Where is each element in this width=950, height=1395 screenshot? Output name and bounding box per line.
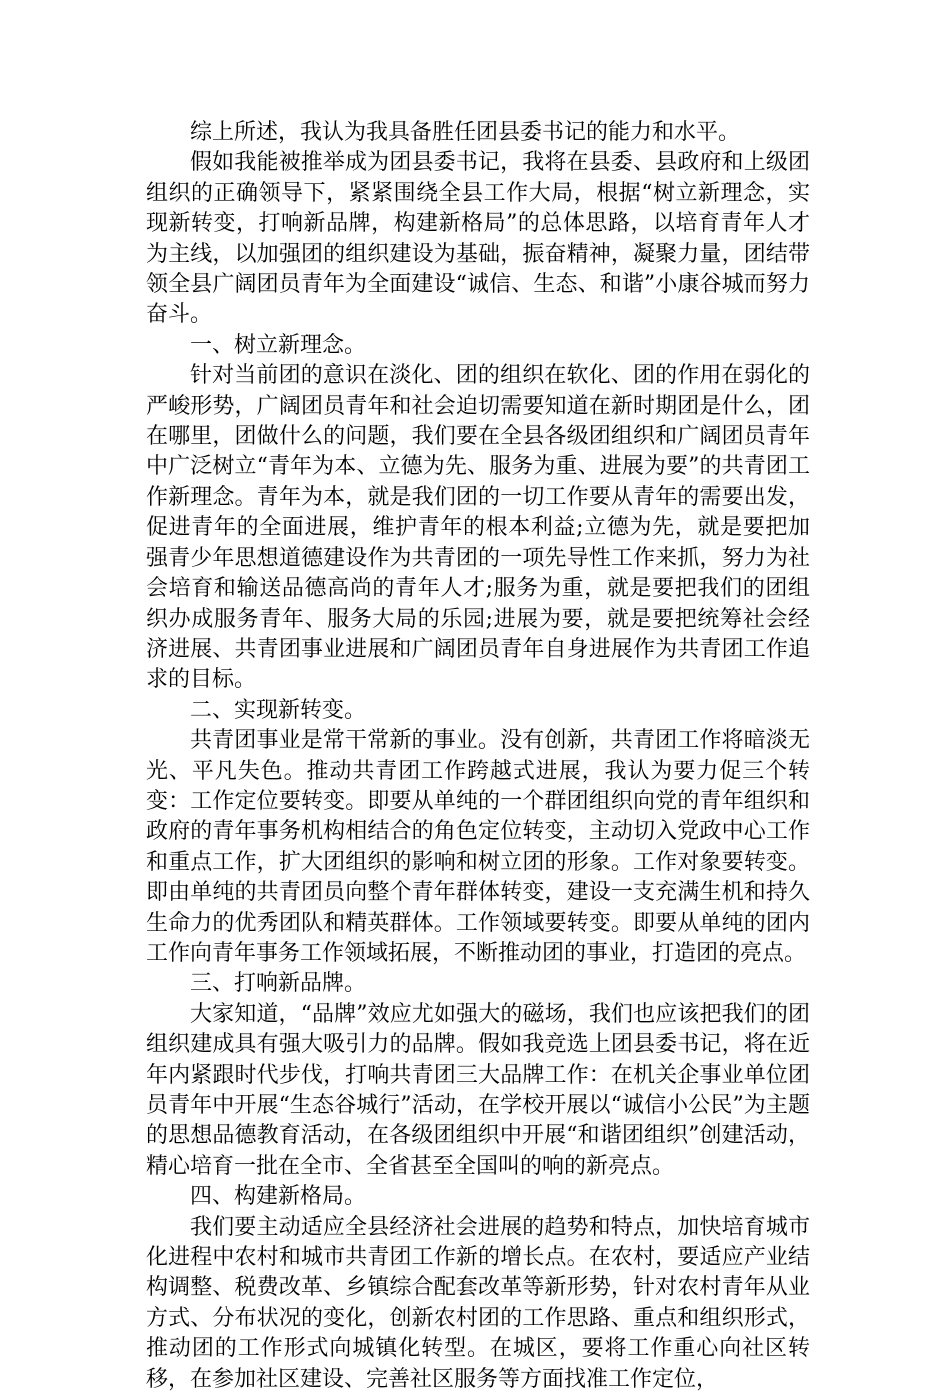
paragraph-section-3: 大家知道，“品牌”效应尤如强大的磁场，我们也应该把我们的团组织建成具有强大吸引力的品牌。假如我竞选上团县委书记，将在近年内紧跟时代步伐，打响共青团三大品牌工作：在机关企事业单位团员青年中开展“生态谷城行”活动，在学校开展以“诚信小公民”为主题的思想品德教育活动，在各级团组织中开展“和谐团组织”创建活动，精心培育一批在全市、全省甚至全国叫的响的新亮点。 [146,1001,810,1179]
section-heading-2: 二、实现新转变。 [190,697,367,723]
paragraph-intro: 假如我能被推举成为团县委书记，我将在县委、县政府和上级团组织的正确领导下，紧紧围绕全县工作大局，根据“树立新理念，实现新转变，打响新品牌，构建新格局”的总体思路，以培育青年人才为主线，以加强团的组织建设为基础，振奋精神，凝聚力量，团结带领全县广阔团员青年为全面建设“诚信、生态、和谐”小康谷城而努力奋斗。 [146,150,810,328]
paragraph-section-1: 针对当前团的意识在淡化、团的组织在软化、团的作用在弱化的严峻形势，广阔团员青年和社会迫切需要知道在新时期团是什么，团在哪里，团做什么的问题，我们要在全县各级团组织和广阔团员青年中广泛树立“青年为本、立德为先、服务为重、进展为要”的共青团工作新理念。青年为本，就是我们团的一切工作要从青年的需要出发，促进青年的全面进展，维护青年的根本利益;立德为先，就是要把加强青少年思想道德建设作为共青团的一项先导性工作来抓，努力为社会培育和输送品德高尚的青年人才;服务为重，就是要把我们的团组织办成服务青年、服务大局的乐园;进展为要，就是要把统筹社会经济进展、共青团事业进展和广阔团员青年自身进展作为共青团工作追求的目标。 [146,363,810,693]
section-heading-1: 一、树立新理念。 [190,332,367,358]
section-heading-3: 三、打响新品牌。 [190,971,367,997]
paragraph-section-4: 我们要主动适应全县经济社会进展的趋势和特点，加快培育城市化进程中农村和城市共青团工作新的增长点。在农村，要适应产业结构调整、税费改革、乡镇综合配套改革等新形势，针对农村青年从业方式、分布状况的变化，创新农村团的工作思路、重点和组织形式，推动团的工作形式向城镇化转型。在城区，要将工作重心向社区转移，在参加社区建设、完善社区服务等方面找准工作定位， [146,1214,810,1392]
paragraph-section-2: 共青团事业是常干常新的事业。没有创新，共青团工作将暗淡无光、平凡失色。推动共青团工作跨越式进展，我认为要力促三个转变：工作定位要转变。即要从单纯的一个群团组织向党的青年组织和政府的青年事务机构相结合的角色定位转变，主动切入党政中心工作和重点工作，扩大团组织的影响和树立团的形象。工作对象要转变。即由单纯的共青团员向整个青年群体转变，建设一支充满生机和持久生命力的优秀团队和精英群体。工作领域要转变。即要从单纯的团内工作向青年事务工作领域拓展，不断推动团的事业，打造团的亮点。 [146,728,810,966]
document-body [146,118,810,1395]
section-heading-4: 四、构建新格局。 [190,1184,367,1210]
paragraph-conclusion: 综上所述，我认为我具备胜任团县委书记的能力和水平。 [190,120,741,145]
